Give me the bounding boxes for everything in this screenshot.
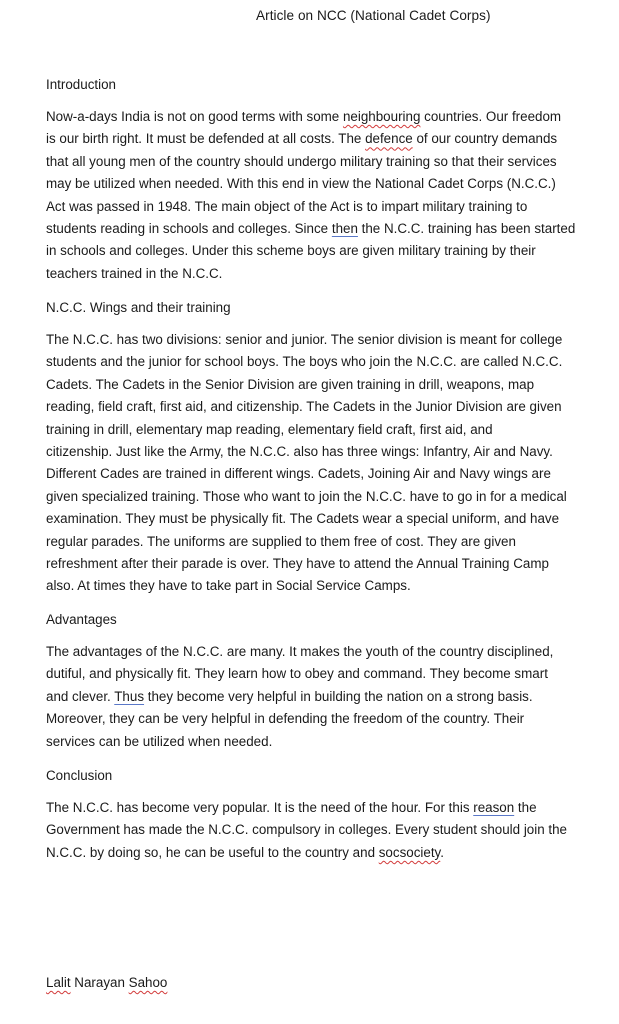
paragraph-wings: [46, 329, 576, 598]
text-line: that all young men of the country should undergo military training so that their services: [46, 153, 557, 169]
text-run: of our country demands: [412, 131, 558, 147]
text-line: refreshment after their parade is over. They have to attend the Annual Training Camp: [46, 555, 549, 571]
text-run: .: [440, 844, 444, 860]
text-line: regular parades. The uniforms are supplied to them free of cost. They are given: [46, 533, 516, 549]
text-line: examination. They must be physically fit. The Cadets wear a special uniform, and have: [46, 511, 560, 527]
text-line: Different Cades are trained in different wings. Cadets, Joining Air and Navy wings are: [46, 466, 551, 482]
text-line: dutiful, and physically fit. They learn how to obey and command. They become smart: [46, 666, 548, 682]
text-line: may be utilized when needed. With this end in view the National Cadet Corps (N.C.C.): [46, 176, 556, 192]
spelling-flagged-word[interactable]: neighbouring: [342, 109, 421, 124]
text-line: teachers trained in the N.C.C.: [46, 265, 223, 281]
text-line: students and the junior for school boys. The boys who join the N.C.C. are called N.C.C.: [46, 354, 563, 370]
text-line: Act was passed in 1948. The main object of the Act is to impart military training to: [46, 198, 528, 214]
document-title: Article on NCC (National Cadet Corps): [256, 8, 491, 23]
grammar-flagged-word[interactable]: reason: [473, 800, 515, 815]
text-line: Moreover, they can be very helpful in defending the freedom of the country. Their: [46, 711, 525, 727]
paragraph-conclusion: [46, 797, 576, 864]
text-line: [46, 842, 576, 864]
text-line: citizenship. Just like the Army, the N.C.C. also has three wings: Infantry, Air and Navy.: [46, 443, 553, 459]
text-line: services can be utilized when needed.: [46, 733, 273, 749]
text-line: The advantages of the N.C.C. are many. It makes the youth of the country disciplined,: [46, 644, 554, 659]
text-line: in schools and colleges. Under this scheme boys are given military training by their: [46, 243, 536, 259]
text-line: Cadets. The Cadets in the Senior Division are given training in drill, weapons, map: [46, 376, 535, 392]
author-middle-name: Narayan: [70, 975, 129, 990]
text-line: The N.C.C. has two divisions: senior and junior. The senior division is meant for college: [46, 332, 563, 347]
grammar-flagged-word[interactable]: Thus: [114, 688, 145, 704]
text-line: [46, 218, 576, 240]
text-run: the N.C.C. training has been started: [357, 220, 576, 236]
grammar-flagged-word[interactable]: then: [331, 220, 358, 236]
author-last-name[interactable]: Sahoo: [128, 975, 168, 990]
text-run: students reading in schools and colleges. Since: [46, 220, 332, 236]
section-heading-conclusion: Conclusion: [46, 768, 113, 783]
text-line: [46, 797, 576, 819]
paragraph-advantages: [46, 641, 576, 753]
spelling-flagged-word[interactable]: socsociety: [378, 844, 441, 860]
section-heading-advantages: Advantages: [46, 612, 117, 627]
text-run: N.C.C. by doing so, he can be useful to the country and: [46, 844, 379, 860]
section-heading-introduction: Introduction: [46, 77, 116, 92]
author-first-name[interactable]: Lalit: [46, 975, 71, 990]
text-line: given specialized training. Those who want to join the N.C.C. have to go in for a medical: [46, 488, 567, 504]
text-line: training in drill, elementary map reading, elementary field craft, first aid, and: [46, 421, 493, 437]
text-line: [46, 106, 576, 128]
text-run: countries. Our freedom: [420, 109, 562, 124]
text-line: [46, 686, 576, 708]
text-line: reading, field craft, first aid, and citizenship. The Cadets in the Junior Division are given: [46, 399, 562, 415]
text-run: they become very helpful in building the nation on a strong basis.: [144, 688, 533, 704]
spelling-flagged-word[interactable]: defence: [365, 131, 413, 147]
text-run: and clever.: [46, 688, 115, 704]
text-run: The N.C.C. has become very popular. It is the need of the hour. For this: [46, 800, 474, 815]
text-line: [46, 128, 576, 150]
text-run: is our birth right. It must be defended at all costs. The: [46, 131, 366, 147]
text-run: the: [514, 800, 537, 815]
text-line: also. At times they have to take part in Social Service Camps.: [46, 578, 411, 594]
paragraph-introduction: [46, 106, 576, 285]
text-line: Government has made the N.C.C. compulsory in colleges. Every student should join the: [46, 822, 568, 838]
section-heading-wings: N.C.C. Wings and their training: [46, 300, 231, 315]
author-signature: [46, 975, 167, 990]
text-run: Now-a-days India is not on good terms with some: [46, 109, 343, 124]
